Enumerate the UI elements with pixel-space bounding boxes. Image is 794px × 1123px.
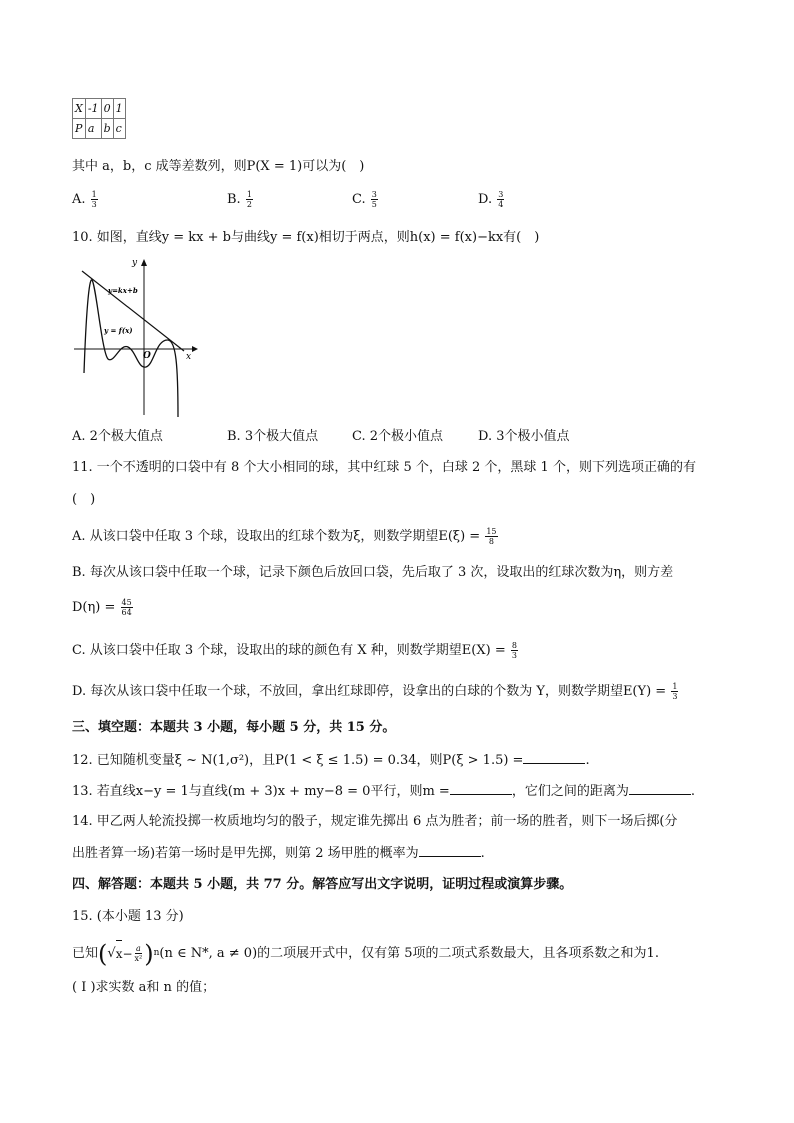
fraction	[91, 190, 98, 209]
q9-stem: 其中 a，b，c 成等差数列，则P(X = 1)可以为( )	[72, 159, 365, 174]
numerator: a	[136, 944, 141, 953]
line-label: y=kx+b	[108, 286, 138, 295]
denominator: 3	[511, 651, 517, 660]
curve-label: y = f(x)	[104, 326, 133, 335]
q13	[72, 782, 695, 801]
question-text: 13. 若直线x−y = 1与直线(m + 3)x + my−8 = 0平行，则m =	[72, 784, 450, 799]
y-axis-label: y	[132, 258, 138, 268]
section-heading-solution: 四、解答题：本题共 5 小题，共 77 分。解答应写出文字说明，证明过程或演算步骤。	[72, 877, 573, 892]
binomial-expression	[98, 940, 159, 967]
fraction	[497, 190, 504, 209]
q9-option-a	[72, 190, 99, 209]
radicand: x	[116, 940, 123, 967]
left-paren: (	[98, 939, 108, 968]
table-cell: 1	[113, 99, 125, 119]
fraction	[671, 682, 678, 701]
condition-text: (n ∈ N*, a ≠ 0)	[159, 946, 258, 961]
answer-blank	[629, 782, 691, 795]
distribution-table	[72, 98, 126, 139]
q11-stem-line2: ( )	[72, 492, 96, 507]
fraction	[134, 944, 144, 963]
q9-option-c	[352, 190, 379, 209]
denominator: 2	[246, 200, 252, 209]
option-text: D(η) =	[72, 600, 116, 615]
fraction	[246, 190, 253, 209]
table-cell: -1	[85, 99, 101, 119]
q14-line1: 14. 甲乙两人轮流投掷一枚质地均匀的骰子，规定谁先掷出 6 点为胜者；前一场的胜者，则下一场后掷(分	[72, 814, 678, 829]
answer-blank	[419, 844, 481, 857]
q14-line2	[72, 844, 485, 863]
table-row	[73, 99, 126, 119]
denominator: 3	[672, 692, 678, 701]
denominator: 5	[371, 200, 377, 209]
sqrt-symbol: √	[107, 945, 116, 961]
table-cell: a	[85, 119, 101, 139]
option-text: A. 从该口袋中任取 3 个球，设取出的红球个数为ξ，则数学期望E(ξ) =	[72, 529, 481, 544]
numerator: 45	[121, 598, 132, 607]
q9-option-d	[478, 190, 505, 209]
period: .	[585, 753, 590, 768]
q11-option-b-line2	[72, 598, 134, 617]
origin-label: O	[143, 351, 151, 361]
option-label: C.	[352, 192, 366, 207]
section-heading-fill-in: 三、填空题：本题共 3 小题，每小题 5 分，共 15 分。	[72, 720, 396, 735]
exponent: n	[153, 948, 160, 958]
answer-blank	[523, 751, 585, 764]
fraction	[485, 527, 497, 546]
period: .	[480, 846, 485, 861]
q15-stem	[72, 940, 659, 967]
numerator: 3	[498, 190, 504, 199]
q10-stem: 10. 如图，直线y = kx + b与曲线y = f(x)相切于两点，则h(x) = f(x)−kx有( )	[72, 230, 540, 245]
fraction	[371, 190, 378, 209]
numerator: 3	[371, 190, 377, 199]
fraction	[511, 641, 518, 660]
option-label: A.	[72, 192, 86, 207]
denominator: 64	[121, 608, 132, 617]
q10-option-d: D. 3个极小值点	[478, 429, 570, 444]
x-axis-arrow	[192, 346, 198, 352]
q10-option-c: C. 2个极小值点	[352, 429, 444, 444]
q10-option-a: A. 2个极大值点	[72, 429, 163, 444]
denominator: 8	[488, 537, 494, 546]
option-label: B.	[227, 192, 241, 207]
option-label: D.	[478, 192, 493, 207]
denominator: x²	[134, 954, 143, 963]
table-cell: 0	[101, 99, 113, 119]
q15-heading: 15. (本小题 13 分)	[72, 909, 184, 924]
q11-option-d	[72, 682, 679, 701]
question-text: 12. 已知随机变量ξ ~ N(1,σ²)，且P(1 < ξ ≤ 1.5) = 0.34，则P(ξ > 1.5) =	[72, 753, 524, 768]
option-text: C. 从该口袋中任取 3 个球，设取出的球的颜色有 X 种，则数学期望E(X) =	[72, 643, 506, 658]
minus-sign: −	[122, 946, 133, 961]
q11-option-a	[72, 527, 499, 546]
denominator: 3	[91, 200, 97, 209]
right-paren: )	[144, 939, 154, 968]
y-axis-arrow	[141, 259, 147, 266]
tangent-line	[82, 271, 184, 351]
q9-option-b	[227, 190, 254, 209]
option-text: D. 每次从该口袋中任取一个球，不放回，拿出红球即停，设拿出的白球的个数为 Y，则数学期望E(Y) =	[72, 684, 667, 699]
numerator: 8	[511, 641, 517, 650]
q15-part1: ( I )求实数 a和 n 的值；	[72, 980, 216, 995]
answer-blank	[450, 782, 512, 795]
q12	[72, 751, 590, 770]
numerator: 15	[486, 527, 497, 536]
period: .	[690, 784, 695, 799]
numerator: 1	[672, 682, 678, 691]
table-cell: P	[73, 119, 86, 139]
q10-option-b: B. 3个极大值点	[227, 429, 319, 444]
function-curve	[84, 280, 178, 417]
q11-option-b-line1: B. 每次从该口袋中任取一个球，记录下颜色后放回口袋，先后取了 3 次，设取出的红球次数为η，则方差	[72, 565, 674, 580]
question-text: ，它们之间的距离为	[511, 784, 629, 799]
denominator: 4	[498, 200, 504, 209]
x-axis-label: x	[186, 352, 192, 362]
numerator: 1	[246, 190, 252, 199]
question-text: 出胜者算一场)若第一场时是甲先掷，则第 2 场甲胜的概率为	[72, 846, 419, 861]
fraction	[121, 598, 133, 617]
q11-option-c	[72, 641, 519, 660]
table-cell: X	[73, 99, 86, 119]
table-cell: b	[101, 119, 113, 139]
table-row	[73, 119, 126, 139]
numerator: 1	[91, 190, 97, 199]
question-text: 的二项展开式中，仅有第 5项的二项式系数最大，且各项系数之和为1.	[257, 946, 659, 961]
tangent-curve-figure	[70, 255, 200, 420]
question-text: 已知	[72, 946, 99, 961]
q11-stem-line1: 11. 一个不透明的口袋中有 8 个大小相同的球，其中红球 5 个，白球 2 个，黑球 1 个，则下列选项正确的有	[72, 460, 696, 475]
table-cell: c	[113, 119, 125, 139]
